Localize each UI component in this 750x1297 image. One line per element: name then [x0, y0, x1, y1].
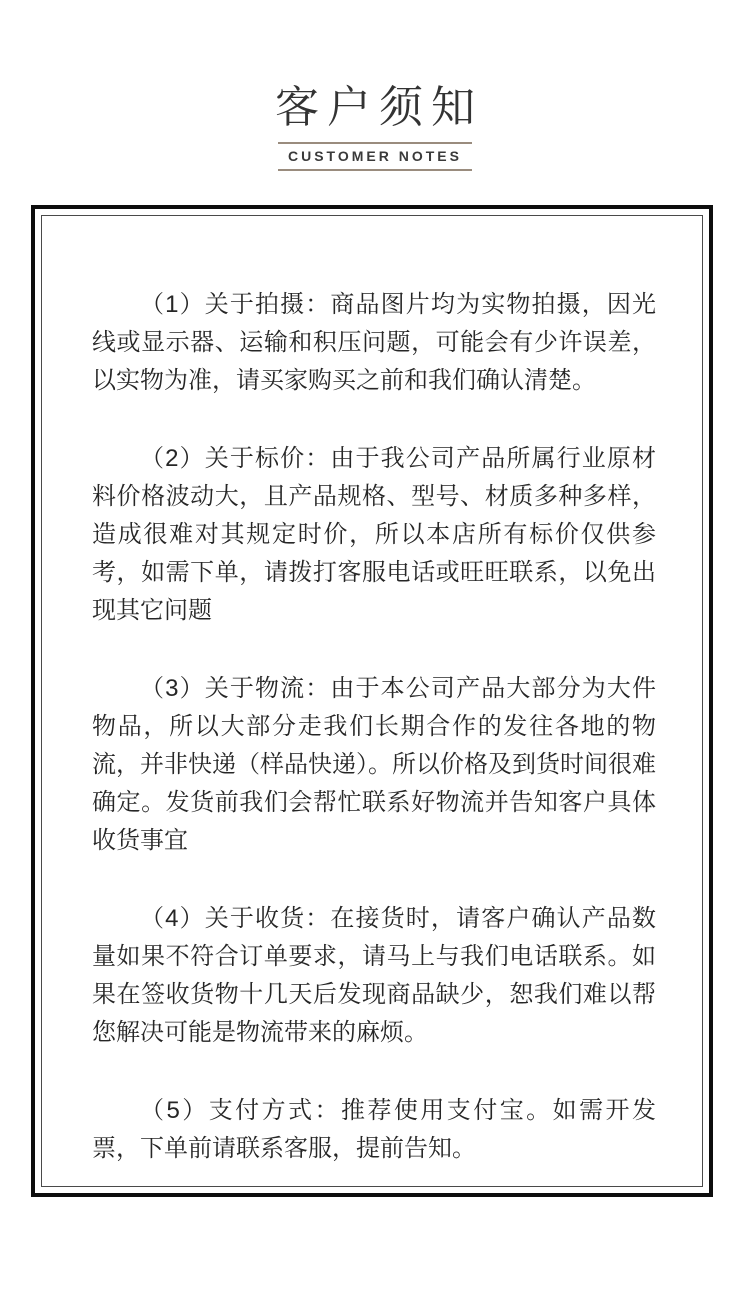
notice-paragraph-1: （1）关于拍摄：商品图片均为实物拍摄，因光线或显示器、运输和积压问题，可能会有少许误差，以实物为准，请买家购买之前和我们确认清楚。 — [92, 291, 656, 394]
page-title: 客户须知 — [275, 83, 483, 132]
notice-border-box — [31, 205, 713, 1197]
page-subtitle: CUSTOMER NOTES — [278, 142, 472, 171]
header — [0, 0, 750, 171]
notice-inner-box — [41, 215, 703, 1187]
notice-paragraph-2: （2）关于标价：由于我公司产品所属行业原材料价格波动大，且产品规格、型号、材质多种多样，造成很难对其规定时价，所以本店所有标价仅供参考，如需下单，请拨打客服电话或旺旺联系，以免出现其它问题 — [92, 445, 656, 624]
notice-paragraph-5: （5）支付方式：推荐使用支付宝。如需开发票，下单前请联系客服，提前告知。 — [92, 1097, 656, 1162]
notice-paragraph-4: （4）关于收货：在接货时，请客户确认产品数量如果不符合订单要求，请马上与我们电话联系。如果在签收货物十几天后发现商品缺少，恕我们难以帮您解决可能是物流带来的麻烦。 — [92, 905, 656, 1046]
notice-paragraph-3: （3）关于物流：由于本公司产品大部分为大件物品，所以大部分走我们长期合作的发往各地的物流，并非快递（样品快递）。所以价格及到货时间很难确定。发货前我们会帮忙联系好物流并告知客户具体收货事宜 — [92, 675, 656, 854]
